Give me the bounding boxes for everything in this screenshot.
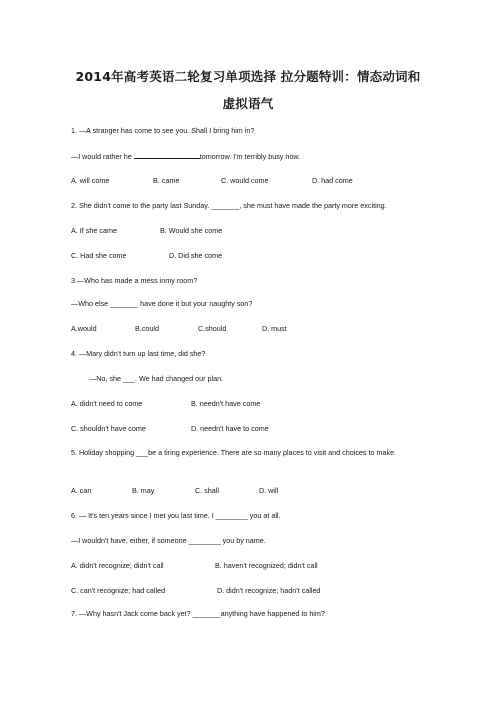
option-c: C. Had she come xyxy=(71,251,127,260)
option-b: B. may xyxy=(132,486,155,495)
question-6-dialogue: —I wouldn't have, either, if someone ________ you by name. xyxy=(71,536,266,545)
question-6-options-row-2 xyxy=(71,586,320,595)
answer-blank xyxy=(134,151,200,159)
question-2-options-row-2 xyxy=(71,251,222,260)
question-7-text: 7. —Why hasn't Jack come back yet? _______anything have happened to him? xyxy=(71,609,325,618)
option-d: D. will xyxy=(259,486,279,495)
option-d: D. didn't recognize; hadn't called xyxy=(217,586,321,595)
question-6-options-row-1 xyxy=(71,561,318,570)
question-2-options-row-1 xyxy=(71,226,222,235)
question-1-dialogue-start: —I would rather he xyxy=(71,152,134,161)
option-a: A.would xyxy=(71,324,97,333)
option-d: D. must xyxy=(262,324,287,333)
question-4-dialogue: —No, she ___. We had changed our plan. xyxy=(89,374,224,383)
option-a: A. will come xyxy=(71,176,110,185)
option-a: A. If she came xyxy=(71,226,117,235)
option-c: C.should xyxy=(198,324,227,333)
document-title-line-2: 虚拟语气 xyxy=(222,96,274,111)
option-c: C. shouldn't have come xyxy=(71,424,146,433)
question-2-text: 2. She didn't come to the party last Sunday. _______, she must have made the party more exciting. xyxy=(71,201,387,210)
question-3-dialogue: —Who else _______ have done it but your naughty son? xyxy=(71,299,253,308)
question-4-options-row-1 xyxy=(71,399,260,408)
question-1-text: 1. —A stranger has come to see you. Shall I bring him in? xyxy=(71,126,255,135)
question-1-options xyxy=(71,176,353,185)
option-c: C. would come xyxy=(221,176,269,185)
option-c: C. can't recognize; had called xyxy=(71,586,166,595)
option-b: B. Would she come xyxy=(160,226,223,235)
option-b: B. haven't recognized; didn't call xyxy=(215,561,318,570)
option-d: D. had come xyxy=(312,176,353,185)
option-a: A. didn't need to come xyxy=(71,399,143,408)
option-b: B. came xyxy=(153,176,180,185)
question-6-text: 6. — It's ten years since I met you last time. I ________ you at all. xyxy=(71,511,281,520)
option-d: D. needn't have to come xyxy=(191,424,269,433)
question-3-options xyxy=(71,324,287,333)
question-5-options xyxy=(71,486,278,495)
document-title-line-1: 2014年高考英语二轮复习单项选择 拉分题特训：情态动词和 xyxy=(75,69,421,84)
option-c: C. shall xyxy=(195,486,219,495)
option-b: B.could xyxy=(135,324,159,333)
option-a: A. can xyxy=(71,486,92,495)
question-3-text: 3.—Who has made a mess inmy room? xyxy=(71,276,198,285)
option-a: A. didn't recognize; didn't call xyxy=(71,561,164,570)
question-4-options-row-2 xyxy=(71,424,269,433)
option-b: B. needn't have come xyxy=(191,399,261,408)
question-1-dialogue-end: tomorrow. I'm terribly busy now. xyxy=(199,152,301,161)
option-d: D. Did she come xyxy=(169,251,223,260)
question-1-dialogue xyxy=(71,151,300,161)
question-5-text: 5. Holiday shopping ___be a tiring experience. There are so many places to visit and choices to make. xyxy=(71,448,397,457)
question-4-text: 4. —Mary didn't turn up last time, did she? xyxy=(71,349,206,358)
